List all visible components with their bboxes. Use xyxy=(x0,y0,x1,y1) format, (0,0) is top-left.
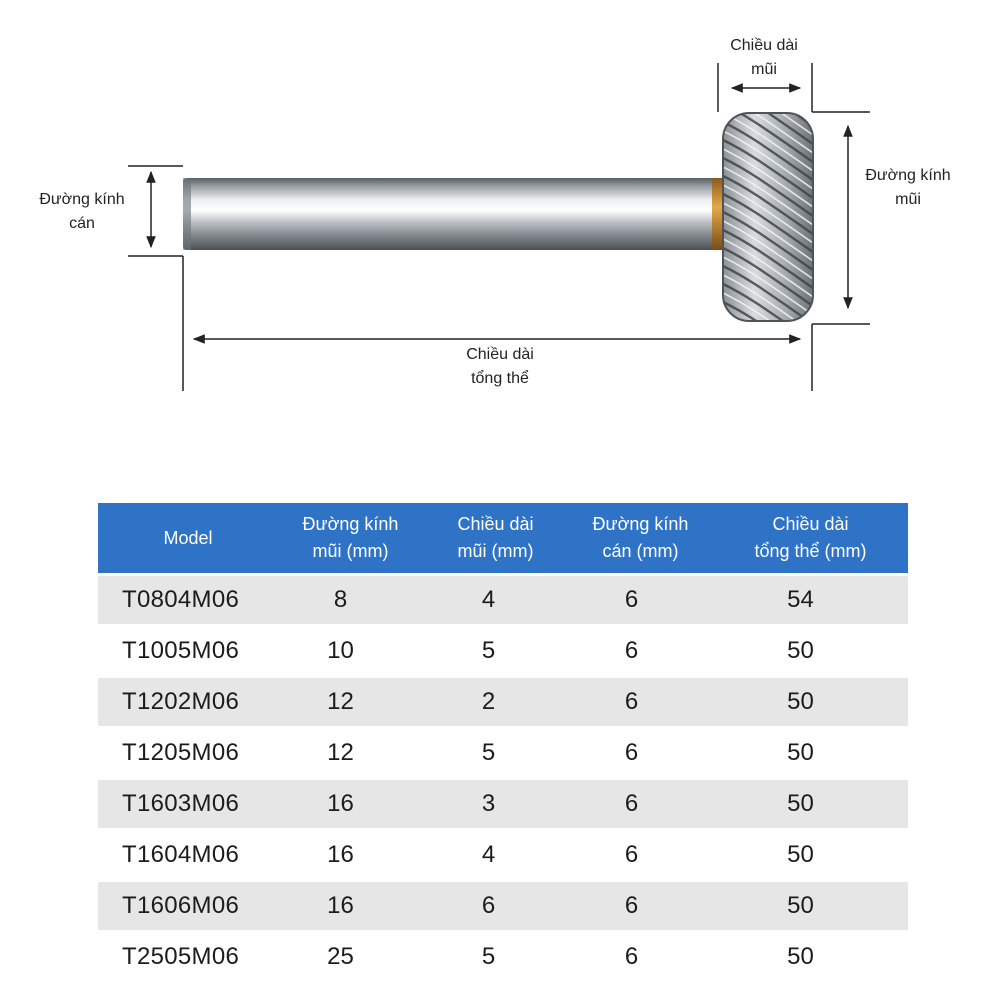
cell-model xyxy=(98,677,278,728)
cell-text: 16 xyxy=(327,790,354,817)
cell-text: 6 xyxy=(624,892,639,919)
cell-text: 50 xyxy=(787,892,814,919)
header-line: Đường kính xyxy=(302,514,399,534)
cell-text: T1606M06 xyxy=(122,892,240,919)
cell-model xyxy=(98,575,278,626)
cell-text: T1005M06 xyxy=(122,637,240,664)
cell-value xyxy=(278,626,423,677)
cell-value xyxy=(278,575,423,626)
cell-text: 50 xyxy=(787,637,814,664)
cell-value xyxy=(568,626,713,677)
cell-text: 6 xyxy=(624,943,639,970)
header-model xyxy=(98,503,278,575)
cell-text: 6 xyxy=(624,841,639,868)
cell-text: 25 xyxy=(327,943,354,970)
table-row xyxy=(98,575,908,626)
cell-text: 5 xyxy=(481,943,496,970)
cell-text: T0804M06 xyxy=(122,586,240,613)
cell-model xyxy=(98,728,278,779)
cell-text: T1604M06 xyxy=(122,841,240,868)
header-line: cán (mm) xyxy=(602,541,679,561)
table-row xyxy=(98,626,908,677)
cell-text: 12 xyxy=(327,688,354,715)
cell-text: 50 xyxy=(787,739,814,766)
header-line: Chiều dài xyxy=(457,514,534,534)
table-row xyxy=(98,779,908,830)
cell-text: 4 xyxy=(481,586,496,613)
cell-text: 50 xyxy=(787,943,814,970)
cell-text: 6 xyxy=(481,892,496,919)
header-line: Chiều dài xyxy=(772,514,849,534)
cell-text: 10 xyxy=(327,637,354,664)
cell-value xyxy=(423,932,568,982)
header-line: tổng thể (mm) xyxy=(754,541,867,561)
cell-text: 2 xyxy=(481,688,496,715)
cell-value xyxy=(423,677,568,728)
header-shank-diameter xyxy=(568,503,713,575)
cell-value xyxy=(423,881,568,932)
header-tip-diameter xyxy=(278,503,423,575)
cell-value xyxy=(713,779,908,830)
header-line: mũi (mm) xyxy=(457,541,534,561)
table-header-row xyxy=(98,503,908,575)
cell-model xyxy=(98,830,278,881)
cell-value xyxy=(568,830,713,881)
cell-text: 6 xyxy=(624,739,639,766)
cell-text: 6 xyxy=(624,790,639,817)
cell-value xyxy=(423,779,568,830)
cell-text: 16 xyxy=(327,892,354,919)
tip-length-label: Chiều dài mũi xyxy=(730,37,798,78)
cell-text: 8 xyxy=(333,586,348,613)
header-line: Model xyxy=(163,527,213,548)
cell-text: 54 xyxy=(787,586,814,613)
header-line: mũi (mm) xyxy=(312,541,389,561)
flute-groove xyxy=(723,320,813,378)
cell-value xyxy=(713,881,908,932)
shank xyxy=(183,178,723,250)
table-row xyxy=(98,932,908,982)
cell-text: T1603M06 xyxy=(122,790,240,817)
cell-text: 16 xyxy=(327,841,354,868)
cell-value xyxy=(278,881,423,932)
cell-value xyxy=(713,932,908,982)
cell-value xyxy=(423,830,568,881)
cell-model xyxy=(98,932,278,982)
cell-text: 5 xyxy=(481,637,496,664)
cell-text: 4 xyxy=(481,841,496,868)
cell-text: T1202M06 xyxy=(122,688,240,715)
cell-value xyxy=(713,830,908,881)
tool-diagram xyxy=(0,0,1000,440)
cutter-head xyxy=(723,59,813,396)
cell-model xyxy=(98,881,278,932)
table-body xyxy=(98,575,908,982)
cell-text: T2505M06 xyxy=(122,943,240,970)
table-row xyxy=(98,728,908,779)
cell-value xyxy=(568,881,713,932)
cell-value xyxy=(713,677,908,728)
cell-value xyxy=(713,575,908,626)
cell-value xyxy=(278,677,423,728)
cell-value xyxy=(568,575,713,626)
cell-value xyxy=(423,728,568,779)
shank-diameter-label: Đường kính cán xyxy=(39,191,125,232)
cell-value xyxy=(423,626,568,677)
cell-value xyxy=(278,830,423,881)
flute-groove xyxy=(723,338,813,396)
cell-value xyxy=(423,575,568,626)
tip-diameter-label: Đường kính mũi xyxy=(865,167,951,208)
cell-model xyxy=(98,779,278,830)
table-row xyxy=(98,677,908,728)
cell-text: T1205M06 xyxy=(122,739,240,766)
flute-groove xyxy=(723,329,813,387)
header-overall-length xyxy=(713,503,908,575)
cell-value xyxy=(278,779,423,830)
cell-text: 6 xyxy=(624,688,639,715)
cell-text: 3 xyxy=(481,790,496,817)
cell-value xyxy=(568,728,713,779)
table-row xyxy=(98,881,908,932)
cell-value xyxy=(278,728,423,779)
table-row xyxy=(98,830,908,881)
cell-text: 50 xyxy=(787,688,814,715)
overall-length-label: Chiều dài tổng thể xyxy=(466,346,534,387)
header-line: Đường kính xyxy=(592,514,689,534)
cell-text: 6 xyxy=(624,586,639,613)
cell-text: 6 xyxy=(624,637,639,664)
header-tip-length xyxy=(423,503,568,575)
cell-value xyxy=(278,932,423,982)
cell-text: 50 xyxy=(787,841,814,868)
cell-value xyxy=(713,626,908,677)
cell-value xyxy=(713,728,908,779)
cell-value xyxy=(568,779,713,830)
cell-model xyxy=(98,626,278,677)
cell-text: 5 xyxy=(481,739,496,766)
spec-table xyxy=(98,503,908,981)
cell-value xyxy=(568,677,713,728)
cell-text: 50 xyxy=(787,790,814,817)
cell-text: 12 xyxy=(327,739,354,766)
cell-value xyxy=(568,932,713,982)
